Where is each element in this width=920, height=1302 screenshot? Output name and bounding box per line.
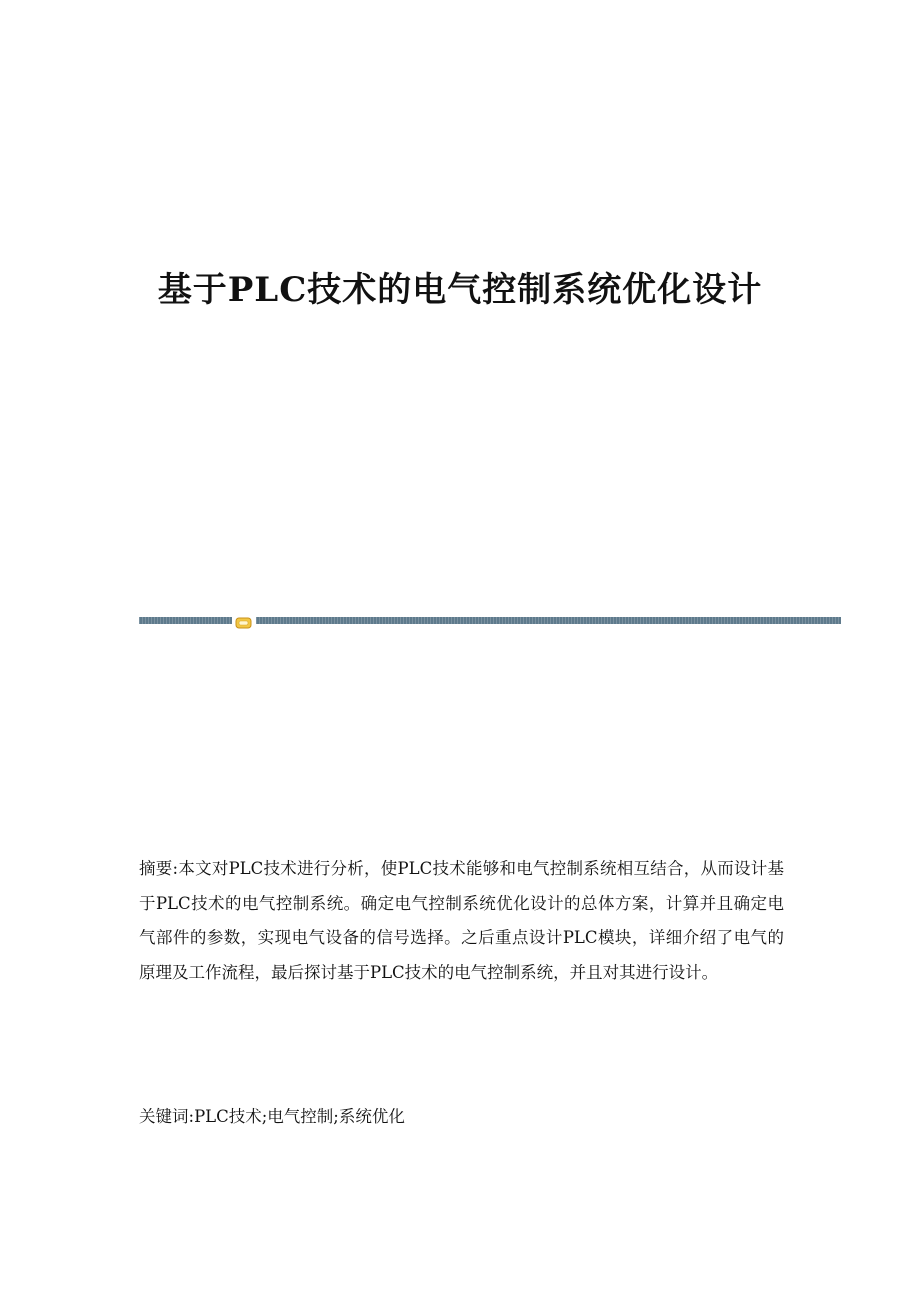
document-title: 基于PLC技术的电气控制系统优化设计: [157, 270, 763, 310]
abstract-text: 本文对PLC技术进行分析，使PLC技术能够和电气控制系统相互结合，从而设计基于PLC技术的电气控制系统。确定电气控制系统优化设计的总体方案，计算并且确定电气部件的参数，实现电气设备的信号选择。之后重点设计PLC模块，详细介绍了电气的原理及工作流程，最后探讨基于PLC技术的电气控制系统，并且对其进行设计。: [139, 859, 785, 982]
keywords-line: [139, 1101, 784, 1133]
section-divider: [139, 614, 841, 626]
divider-bar-right: [256, 617, 841, 624]
abstract-paragraph: [139, 852, 784, 990]
keywords-text: PLC技术;电气控制;系统优化: [194, 1107, 405, 1126]
abstract-label: 摘要:: [139, 859, 179, 878]
divider-bar-left: [139, 617, 232, 624]
keywords-label: 关键词:: [139, 1107, 195, 1126]
decorative-ornament-icon: [235, 614, 252, 626]
